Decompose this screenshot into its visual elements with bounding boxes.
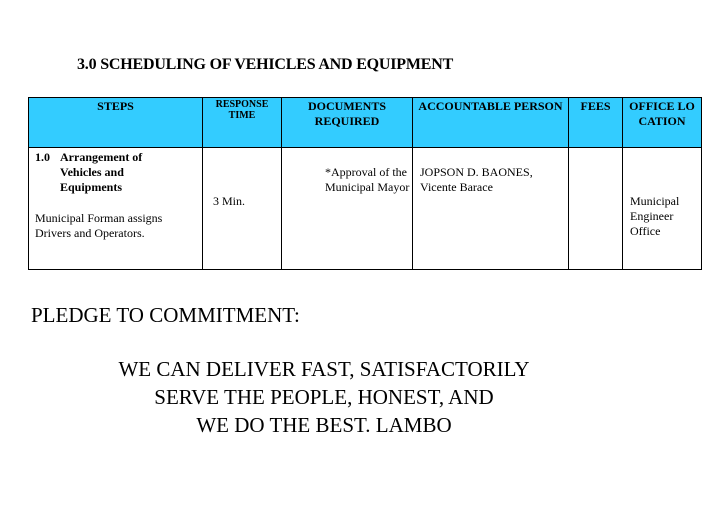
cell-office [623, 148, 702, 270]
cell-response-time [203, 148, 282, 270]
office-value: Municipal Engineer Office [630, 194, 680, 238]
step-title: Arrangement of Vehicles and Equipments [60, 150, 143, 194]
step-description: Municipal Forman assigns Drivers and Operators. [35, 211, 163, 240]
accountable-value: JOPSON D. BAONES, Vicente Barace [420, 165, 533, 194]
table-header-row [29, 98, 702, 148]
table-row [29, 148, 702, 270]
documents-value: *Approval of the Municipal Mayor [325, 165, 410, 194]
services-table [28, 97, 702, 270]
step-number: 1.0 [35, 150, 50, 164]
header-response-time: RESPONSE TIME [203, 98, 282, 148]
cell-steps [29, 148, 203, 270]
pledge-body [80, 355, 568, 439]
response-time-value: 3 Min. [213, 194, 246, 208]
cell-documents [282, 148, 413, 270]
header-steps: STEPS [29, 98, 203, 148]
cell-fees [569, 148, 623, 270]
header-accountable-person: ACCOUNTABLE PERSON [413, 98, 569, 148]
pledge-line: SERVE THE PEOPLE, HONEST, AND [154, 385, 494, 409]
header-office-location: OFFICE LOCATION [623, 98, 702, 148]
pledge-line: WE DO THE BEST. LAMBO [196, 413, 452, 437]
pledge-title: PLEDGE TO COMMITMENT: [31, 303, 300, 327]
pledge-line: WE CAN DELIVER FAST, SATISFACTORILY [118, 357, 530, 381]
header-fees: FEES [569, 98, 623, 148]
header-documents-required: DOCUMENTS REQUIRED [282, 98, 413, 148]
section-title: 3.0 SCHEDULING OF VEHICLES AND EQUIPMENT [77, 56, 454, 73]
cell-accountable [413, 148, 569, 270]
